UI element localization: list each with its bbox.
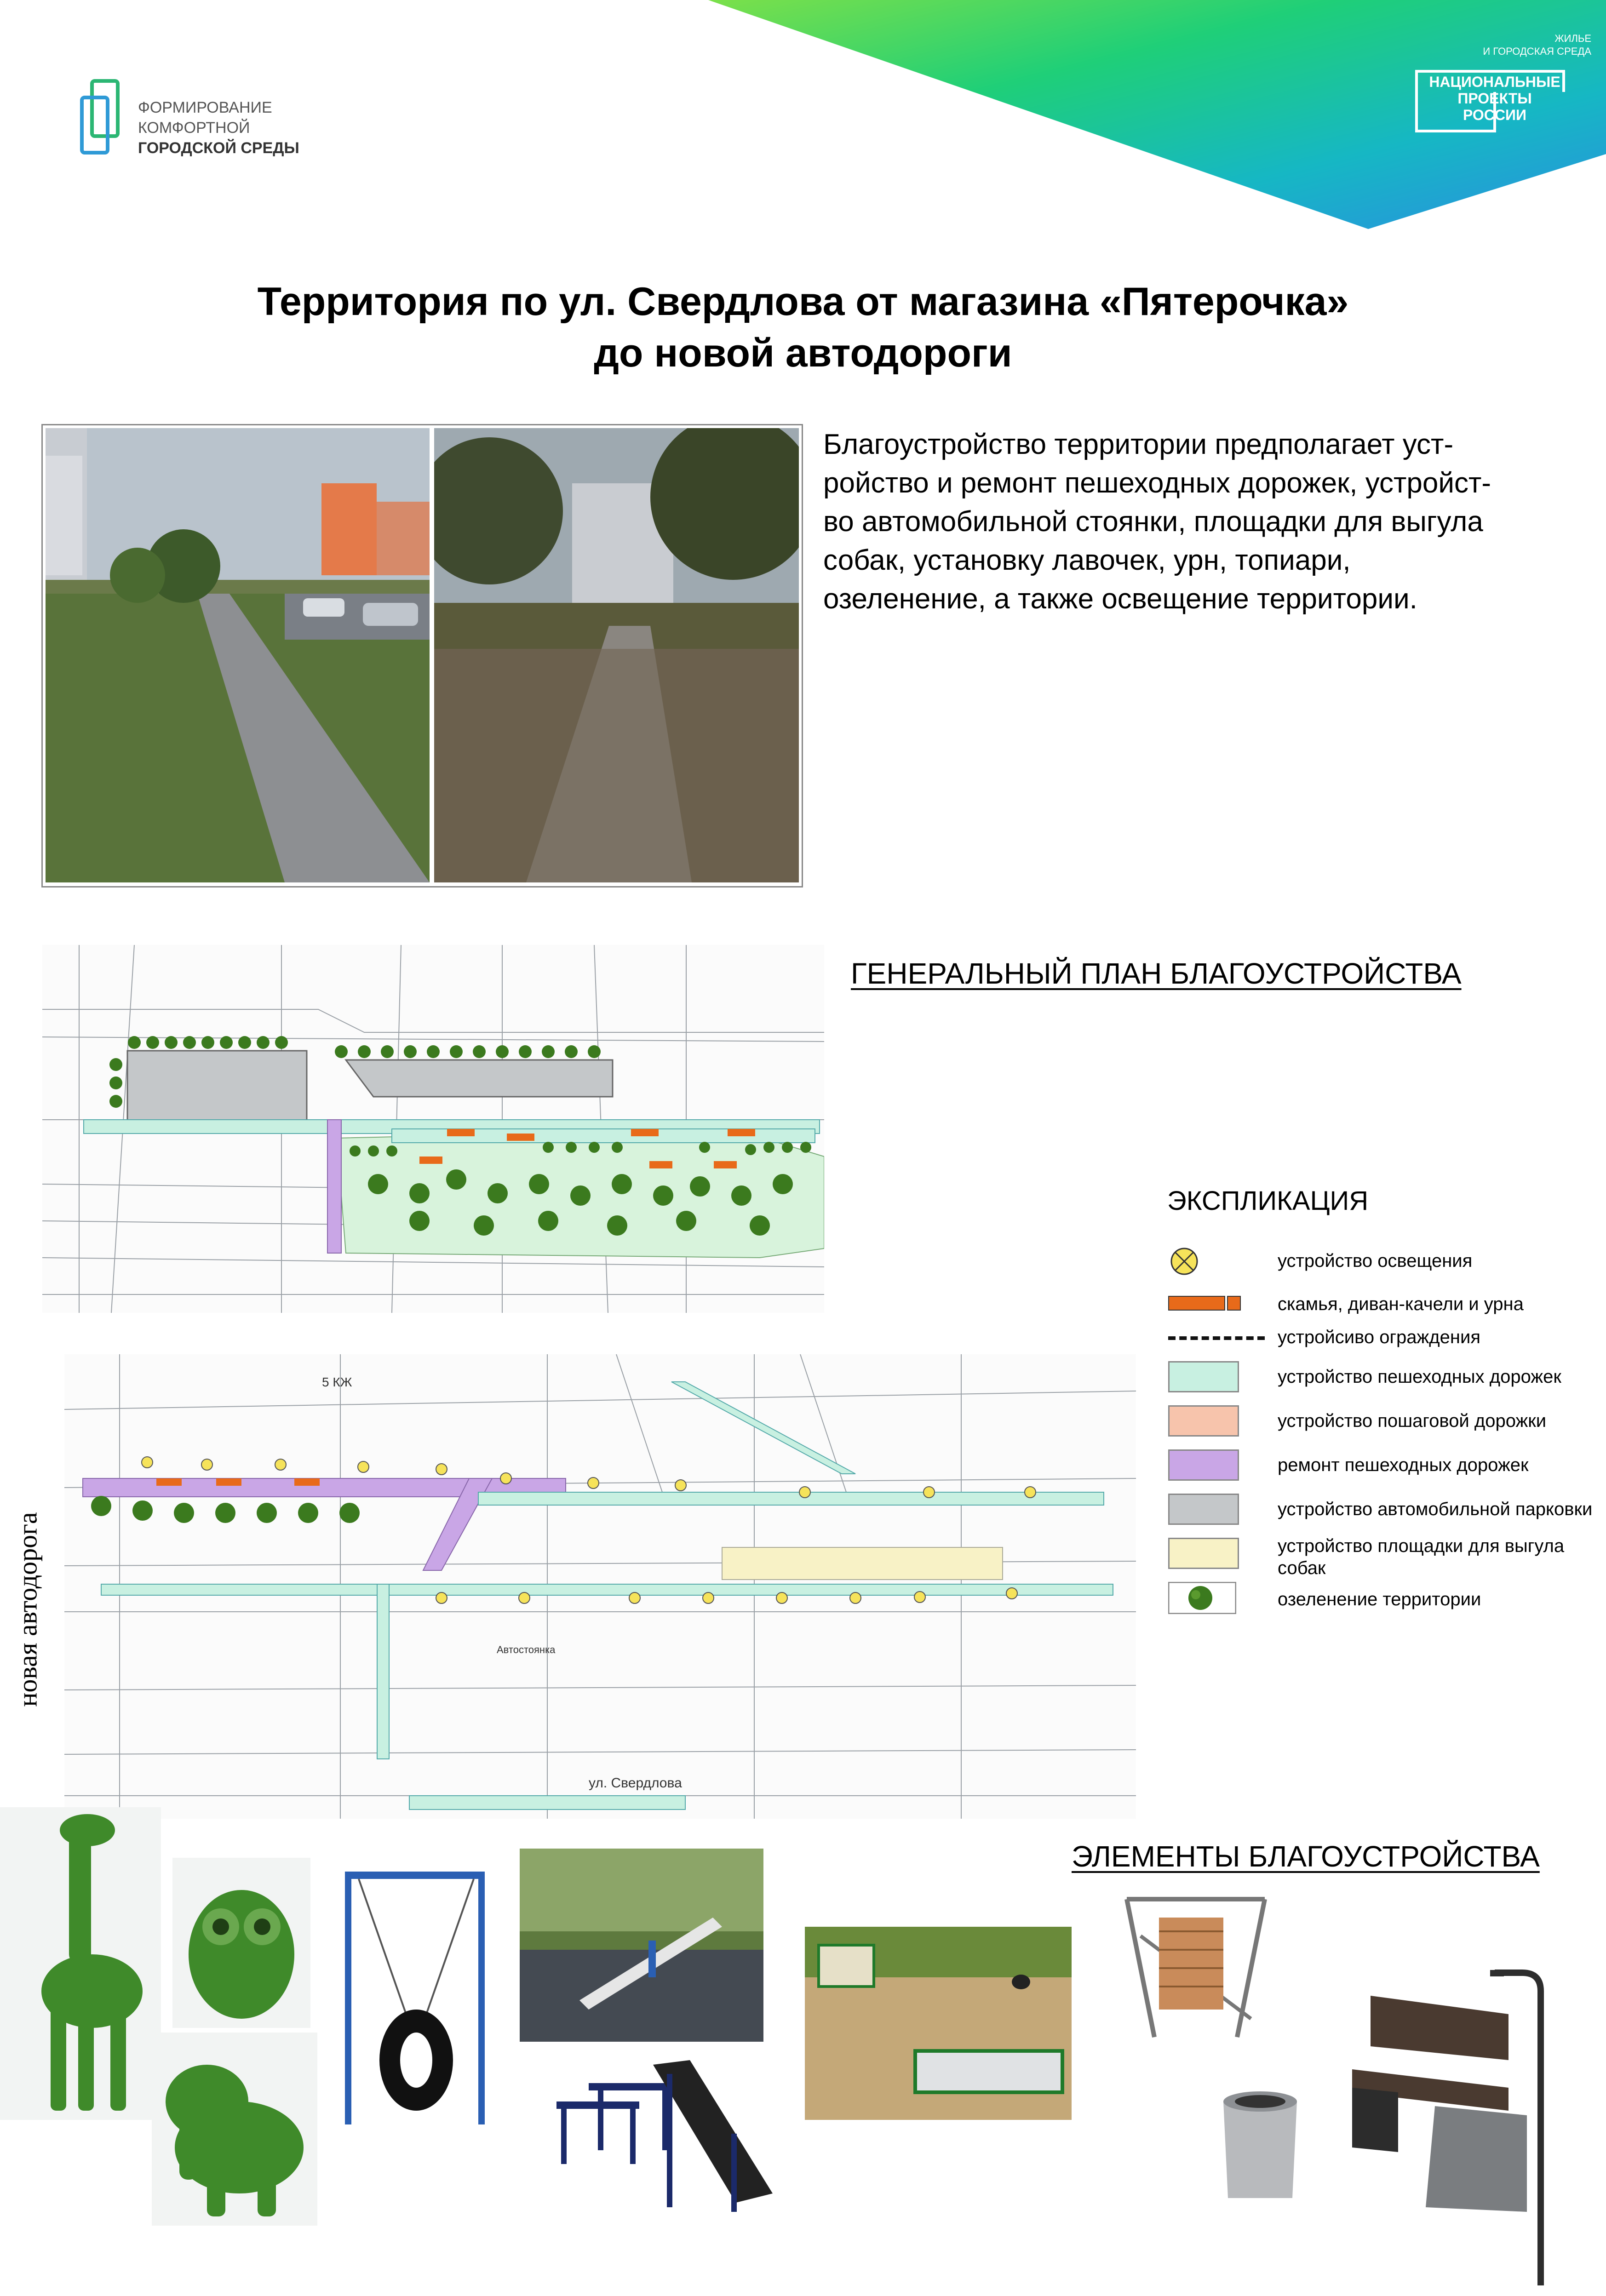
logo-main-text — [1426, 74, 1564, 123]
description-line-5: озеленение, а также освещение территории. — [823, 583, 1417, 615]
urn-icon — [1227, 1296, 1241, 1311]
legend-label-dog-area — [1278, 1535, 1564, 1579]
side-label-road: новая автодорога — [12, 1512, 43, 1707]
legend-label-parking: устройство автомобильной парковки — [1278, 1499, 1593, 1519]
plan-map-upper-drawing — [42, 945, 824, 1313]
logo-formirovanie — [78, 78, 317, 166]
map-label-building: 5 КЖ — [322, 1375, 352, 1389]
elephant-topiary-image — [152, 2033, 317, 2226]
swatch-parking — [1168, 1494, 1239, 1525]
urn-image — [1214, 2083, 1306, 2203]
owl-topiary-image — [172, 1858, 310, 2028]
legend-label-fence: устройсиво ограждения — [1278, 1327, 1480, 1347]
title-line-2: до новой автодороги — [594, 331, 1012, 375]
legend-label-step-path: устройство пошаговой дорожки — [1278, 1411, 1547, 1431]
street-lamp-image — [1486, 1964, 1577, 2290]
logo-main-2: ПРОЕКТЫ — [1457, 90, 1532, 107]
photo-street-path — [46, 428, 430, 882]
legend-heading: ЭКСПЛИКАЦИЯ — [1167, 1186, 1369, 1216]
legend-label-greenery: озеленение территории — [1278, 1589, 1481, 1609]
plan-map-upper — [42, 945, 824, 1313]
dog-training-photo — [520, 1849, 763, 2042]
logo-main-3: РОССИИ — [1463, 107, 1527, 123]
plan-map-lower — [64, 1354, 1136, 1819]
bench-icon — [1168, 1296, 1225, 1311]
legend-label-bench: скамья, диван-качели и урна — [1278, 1294, 1524, 1314]
photo-street-image — [46, 428, 430, 882]
legend-label-dog-area-line2: собак — [1278, 1558, 1326, 1578]
photo-dirt-path — [434, 428, 799, 882]
tree-icon — [1168, 1582, 1236, 1614]
logo-line-3: ГОРОДСКОЙ СРЕДЫ — [138, 139, 299, 157]
legend-label-repair: ремонт пешеходных дорожек — [1278, 1455, 1529, 1475]
photo-frame — [41, 424, 803, 887]
logo-national-projects — [1398, 28, 1600, 147]
logo-subtitle — [1483, 32, 1591, 58]
map-label-street: ул. Свердлова — [589, 1775, 682, 1791]
swatch-repair — [1168, 1449, 1239, 1481]
map-label-parking: Автостоянка — [497, 1644, 556, 1655]
logo-top-1: ЖИЛЬЕ — [1554, 33, 1591, 44]
fence-icon — [1168, 1336, 1265, 1340]
logo-line-2: КОМФОРТНОЙ — [138, 119, 250, 137]
title-line-1: Территория по ул. Свердлова от магазина «Пятерочка» — [257, 280, 1349, 324]
description-line-4: собак, установку лавочек, урн, топиари, — [823, 544, 1351, 576]
legend-label-dog-area-line1: устройство площадки для выгула — [1278, 1536, 1565, 1556]
description-line-1: Благоустройство территории предполагает уст- — [823, 429, 1454, 460]
swatch-walkway — [1168, 1361, 1239, 1392]
swatch-dog-area — [1168, 1538, 1239, 1569]
swatch-step-path — [1168, 1405, 1239, 1437]
description — [823, 425, 1491, 618]
logo-mark-icon — [78, 78, 129, 161]
logo-line-1: ФОРМИРОВАНИЕ — [138, 99, 272, 116]
swing-sofa-image — [1113, 1890, 1279, 2046]
legend-label-lighting: устройство освещения — [1278, 1251, 1473, 1271]
agility-set-image — [538, 2056, 777, 2221]
plan-heading: ГЕНЕРАЛЬНЫЙ ПЛАН БЛАГОУСТРОЙСТВА — [851, 957, 1462, 990]
photo-dirt-image — [434, 428, 799, 882]
logo-top-2: И ГОРОДСКАЯ СРЕДА — [1483, 46, 1591, 57]
dog-area-photo — [805, 1927, 1072, 2120]
legend-label-walkway: устройство пешеходных дорожек — [1278, 1367, 1561, 1387]
tire-swing-image — [340, 1867, 492, 2129]
light-icon — [1168, 1245, 1200, 1277]
description-line-3: во автомобильной стоянки, площадки для выгула — [823, 506, 1483, 538]
plan-map-lower-drawing — [64, 1354, 1136, 1819]
description-line-2: ройство и ремонт пешеходных дорожек, устройст- — [823, 467, 1491, 499]
logo-text — [138, 97, 299, 158]
giraffe-topiary-image — [0, 1807, 161, 2120]
elements-heading: ЭЛЕМЕНТЫ БЛАГОУСТРОЙСТВА — [1072, 1840, 1540, 1873]
page-title — [0, 276, 1606, 379]
logo-main-1: НАЦИОНАЛЬНЫЕ — [1429, 74, 1560, 90]
